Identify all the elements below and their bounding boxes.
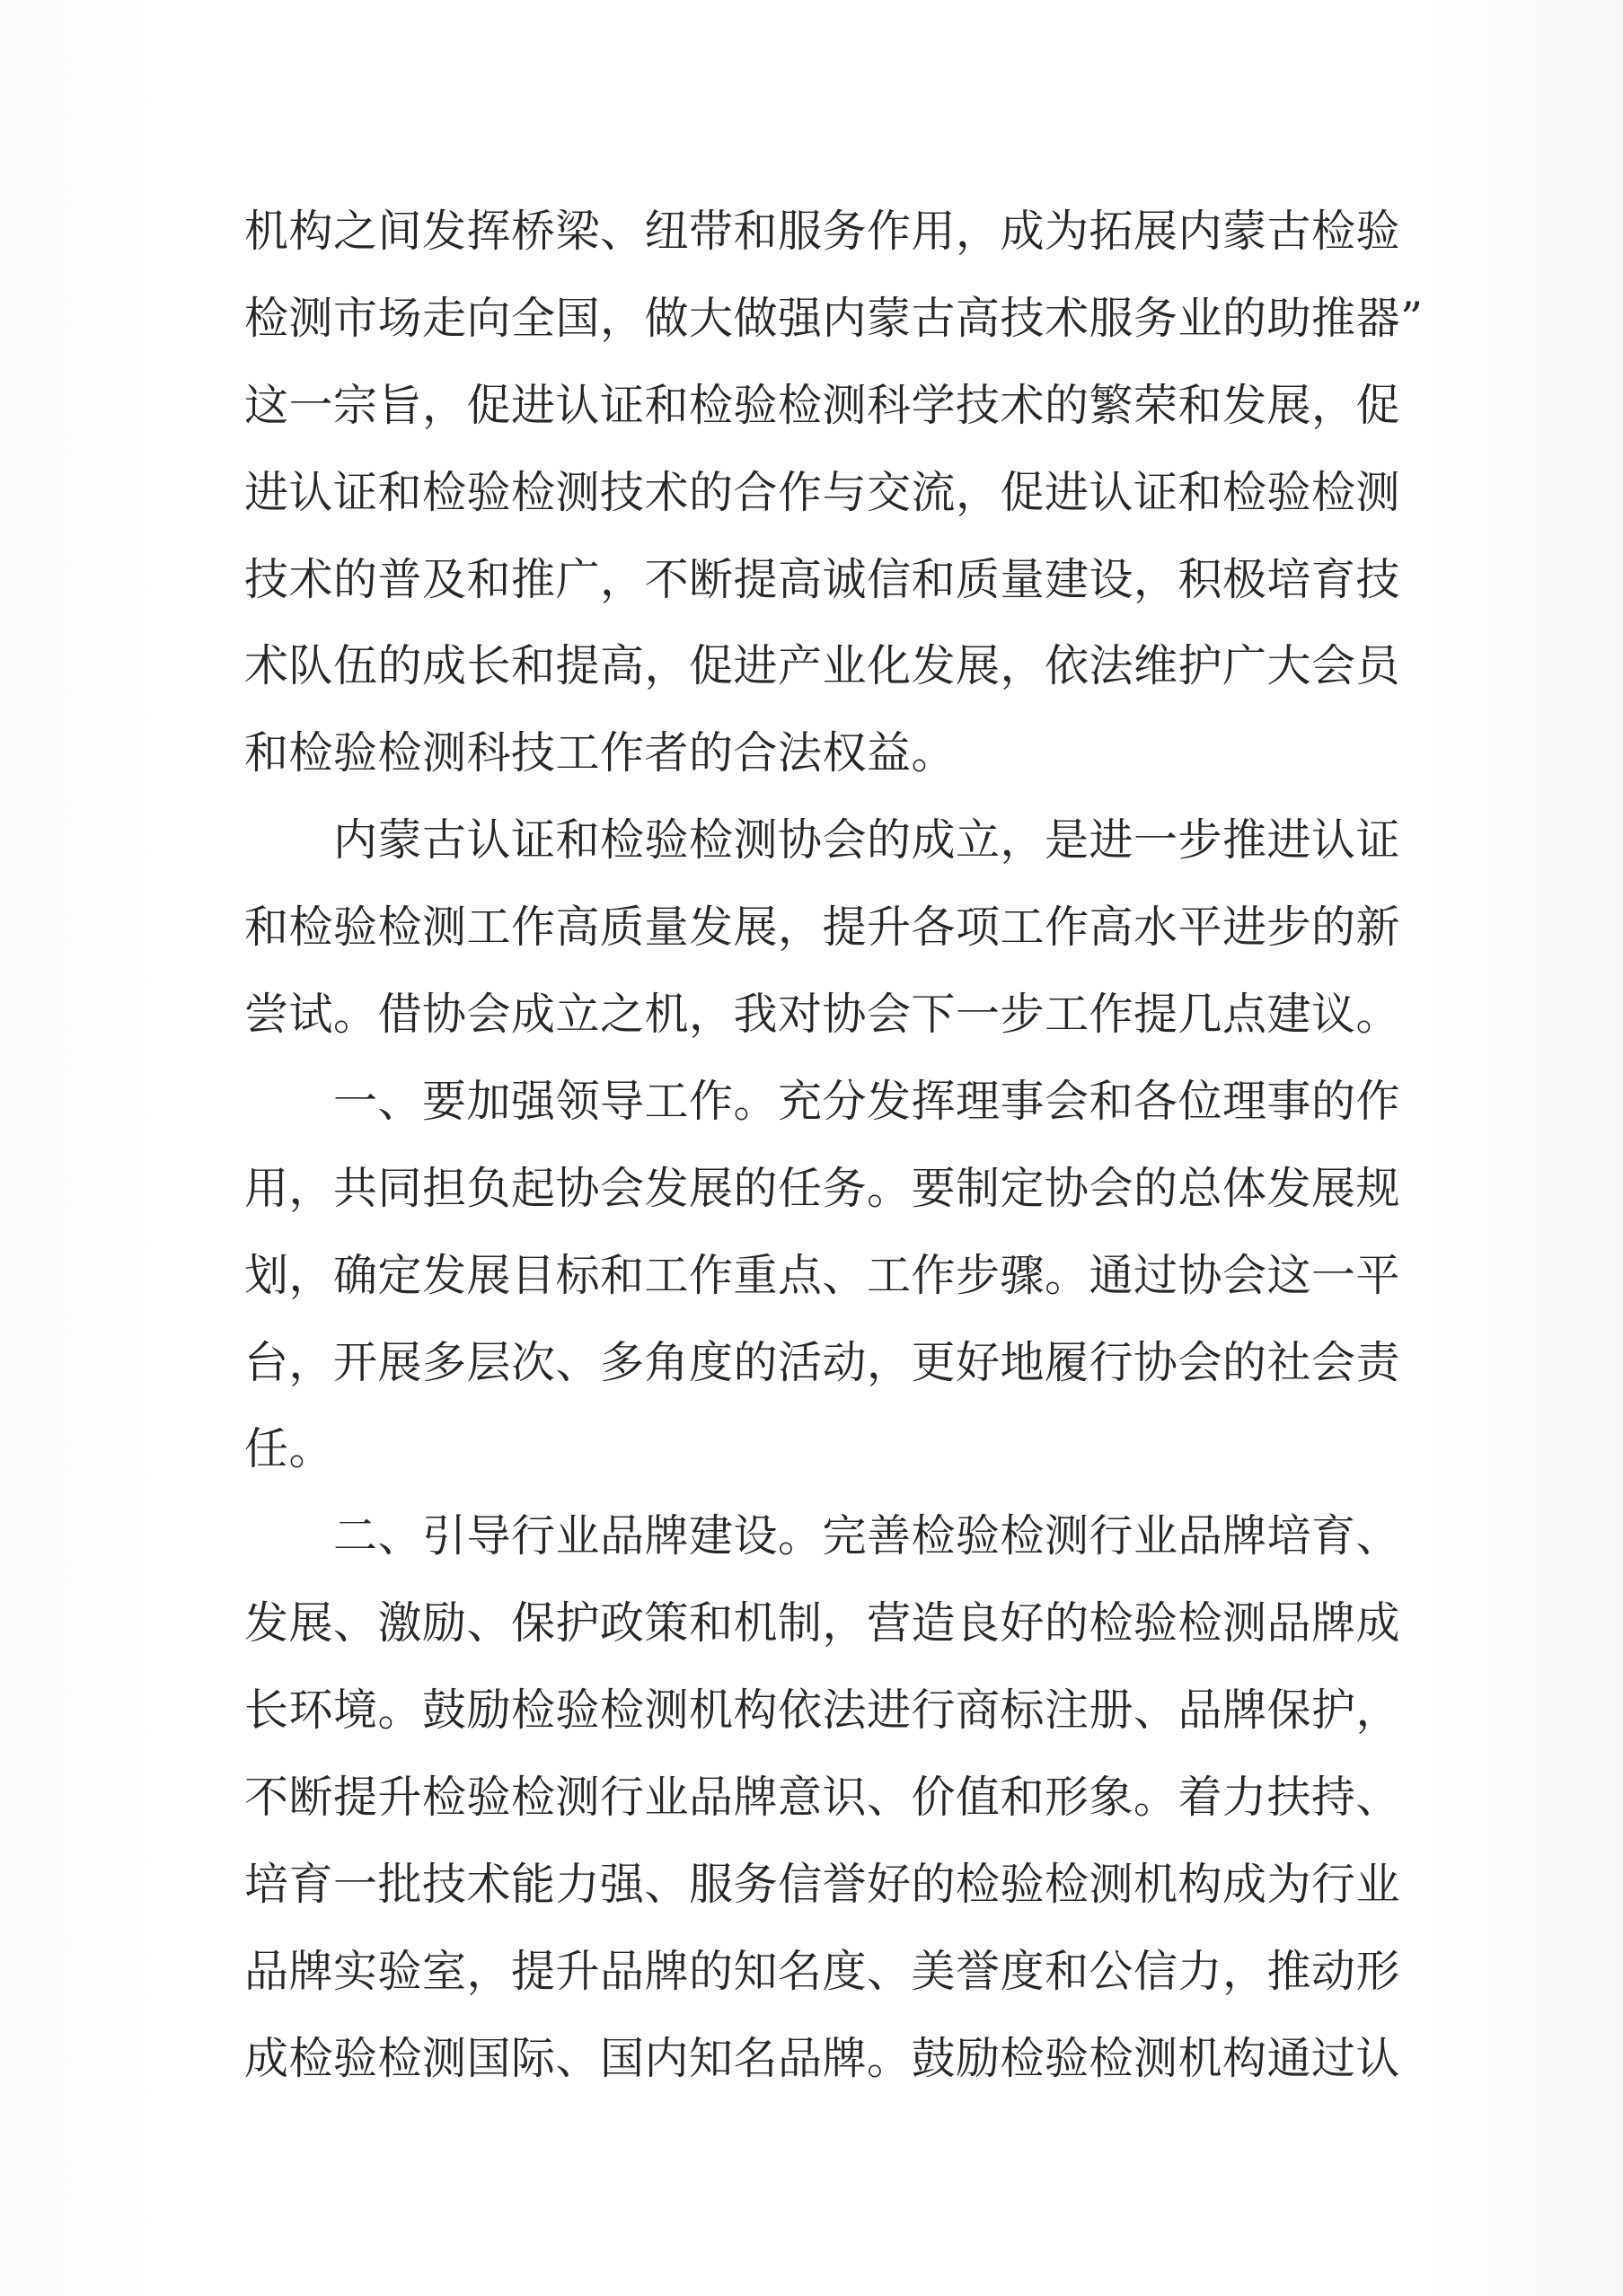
text-line: 划，确定发展目标和工作重点、工作步骤。通过协会这一平 bbox=[244, 1249, 1401, 1301]
text-line: 技术的普及和推广，不断提高诚信和质量建设，积极培育技 bbox=[244, 553, 1401, 605]
text-line: 和检验检测科技工作者的合法权益。 bbox=[244, 727, 957, 779]
text-line: 用，共同担负起协会发展的任务。要制定协会的总体发展规 bbox=[244, 1162, 1401, 1214]
text-line: 二、引导行业品牌建设。完善检验检测行业品牌培育、 bbox=[244, 1510, 1401, 1562]
text-line: 进认证和检验检测技术的合作与交流，促进认证和检验检测 bbox=[244, 466, 1401, 518]
text-line: 术队伍的成长和提高，促进产业化发展，依法维护广大会员 bbox=[244, 640, 1401, 692]
text-line: 发展、激励、保护政策和机制，营造良好的检验检测品牌成 bbox=[244, 1597, 1401, 1649]
text-line: 不断提升检验检测行业品牌意识、价值和形象。着力扶持、 bbox=[244, 1772, 1401, 1824]
text-line: 长环境。鼓励检验检测机构依法进行商标注册、品牌保护， bbox=[244, 1685, 1401, 1737]
text-line: 台，开展多层次、多角度的活动，更好地履行协会的社会责 bbox=[244, 1336, 1401, 1388]
text-line: 这一宗旨，促进认证和检验检测科学技术的繁荣和发展，促 bbox=[244, 379, 1401, 431]
text-line: 尝试。借协会成立之机，我对协会下一步工作提几点建议。 bbox=[244, 989, 1401, 1041]
body-text bbox=[244, 189, 1424, 2103]
text-line: 内蒙古认证和检验检测协会的成立，是进一步推进认证 bbox=[244, 814, 1401, 866]
text-line: 和检验检测工作高质量发展，提升各项工作高水平进步的新 bbox=[244, 902, 1401, 954]
text-line: 机构之间发挥桥梁、纽带和服务作用，成为拓展内蒙古检验 bbox=[244, 206, 1401, 257]
text-line: 培育一批技术能力强、服务信誉好的检验检测机构成为行业 bbox=[244, 1858, 1401, 1910]
text-line: 任。 bbox=[244, 1423, 334, 1475]
text-line: 检测市场走向全国，做大做强内蒙古高技术服务业的助推器” bbox=[244, 292, 1424, 344]
text-line: 品牌实验室，提升品牌的知名度、美誉度和公信力，推动形 bbox=[244, 1945, 1401, 1997]
text-line: 成检验检测国际、国内知名品牌。鼓励检验检测机构通过认 bbox=[244, 2032, 1401, 2084]
text-line: 一、要加强领导工作。充分发挥理事会和各位理事的作 bbox=[244, 1075, 1401, 1127]
